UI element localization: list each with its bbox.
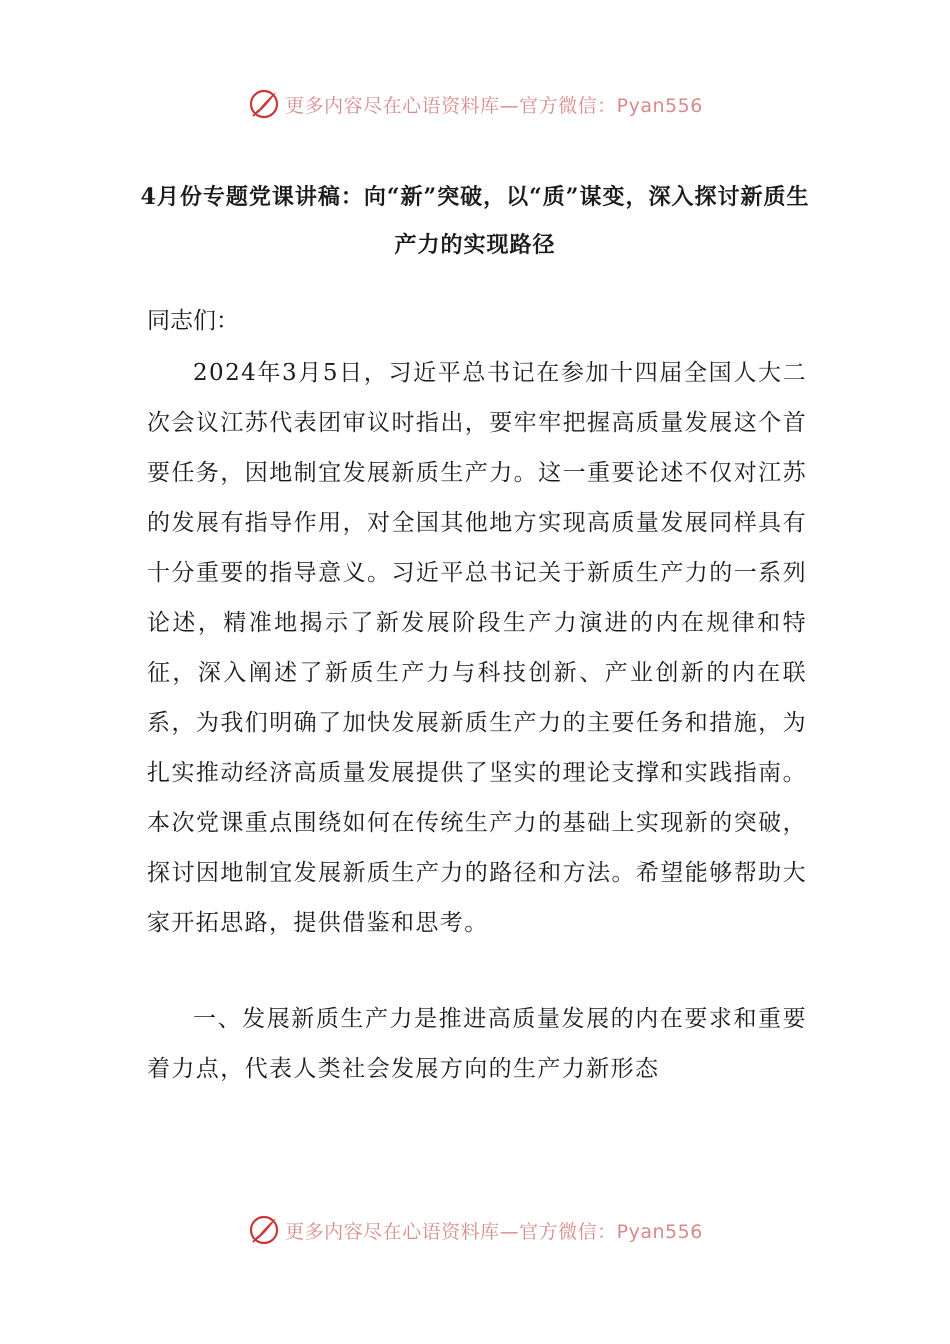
document-title: 4月份专题党课讲稿：向“新”突破，以“质”谋变，深入探讨新质生产力的实现路径 — [140, 184, 810, 258]
quill-pen-logo-icon — [247, 87, 281, 121]
watermark-footer — [0, 1210, 950, 1250]
watermark-text: 更多内容尽在心语资料库—官方微信：Pyan556 — [285, 1220, 703, 1243]
watermark-header — [0, 84, 950, 124]
salutation: 同志们： — [147, 308, 239, 334]
watermark-text: 更多内容尽在心语资料库—官方微信：Pyan556 — [285, 94, 703, 117]
section-heading-paragraph: 一、发展新质生产力是推进高质量发展的内在要求和重要着力点，代表人类社会发展方向的生产力新形态 — [147, 1006, 807, 1082]
body-paragraph: 2024年3月5日，习近平总书记在参加十四届全国人大二次会议江苏代表团审议时指出，要牢牢把握高质量发展这个首要任务，因地制宜发展新质生产力。这一重要论述不仅对江苏的发展有指导作用，对全国其他地方实现高质量发展同样具有十分重要的指导意义。习近平总书记关于新质生产力的一系列论述，精准地揭示了新发展阶段生产力演进的内在规律和特征，深入阐述了新质生产力与科技创新、产业创新的内在联系，为我们明确了加快发展新质生产力的主要任务和措施，为扎实推动经济高质量发展提供了坚实的理论支撑和实践指南。本次党课重点围绕如何在传统生产力的基础上实现新的突破，探讨因地制宜发展新质生产力的路径和方法。希望能够帮助大家开拓思路，提供借鉴和思考。 — [147, 360, 807, 936]
quill-pen-logo-icon — [247, 1213, 281, 1247]
